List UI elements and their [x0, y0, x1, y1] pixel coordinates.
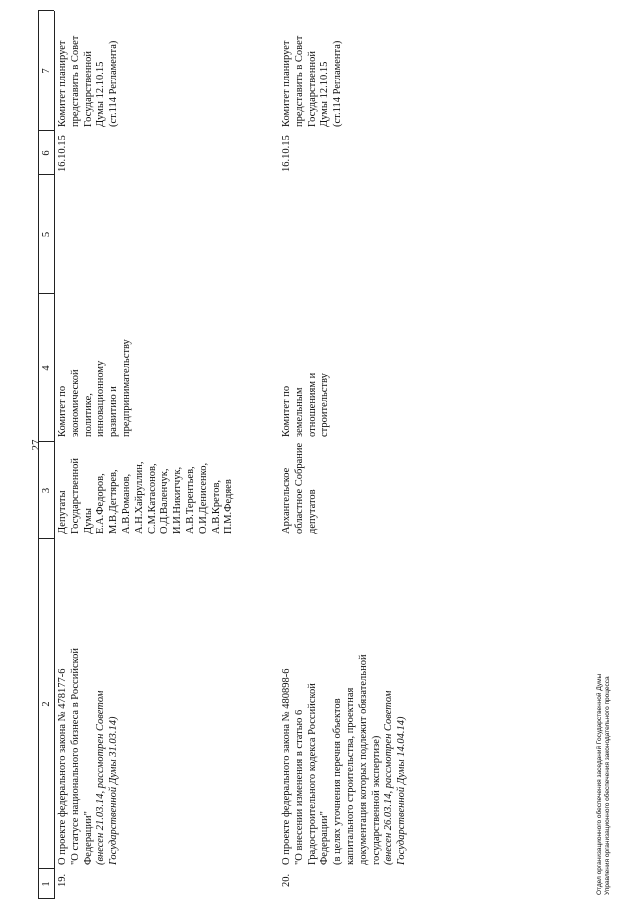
committee-line: экономической: [69, 369, 81, 437]
author-list: [57, 442, 236, 534]
author-line: М.В.Дегтярев,: [108, 469, 120, 534]
status-line: Думы 12.10.15: [319, 61, 331, 127]
author-line: П.М.Федяев: [223, 479, 235, 534]
bill-name: "О статусе национального бизнеса в Российской Федерации": [69, 647, 94, 865]
author-line: И.И.Никитчук,: [172, 466, 184, 534]
status-line: (ст.114 Регламента): [332, 40, 344, 127]
bill-note: (внесен 21.03.14, рассмотрен Советом Государственной Думы 31.03.14): [95, 690, 120, 865]
committee-line: Комитет по: [281, 385, 292, 437]
bill-name: "О внесении изменения в статью 6 Градостроительного кодекса Российской Федерации": [293, 683, 331, 865]
header-cell-2: 2: [38, 539, 55, 869]
committee-line: Комитет по: [57, 385, 68, 437]
committee: [281, 297, 332, 437]
bill-note: (внесен 26.03.14, рассмотрен Советом Государственной Думы 14.04.14): [383, 690, 408, 865]
committee-line: развитию и: [108, 386, 120, 437]
author-line: областное Собрание: [293, 442, 305, 534]
status-note: [281, 11, 345, 127]
author-line: А.В.Кретов,: [210, 479, 222, 534]
header-cell-4: 4: [38, 294, 55, 442]
status-line: Комитет планирует: [57, 40, 68, 127]
committee-line: политике,: [82, 393, 94, 437]
status-line: Государственной: [82, 51, 94, 127]
header-divider: [38, 898, 54, 899]
header-divider: [38, 441, 54, 442]
status-line: представить в Совет: [293, 35, 305, 127]
author-line: О.Д.Валенчук,: [159, 468, 171, 534]
author-line: Государственной: [69, 458, 81, 534]
author-line: А.В.Терентьев,: [184, 466, 196, 534]
header-cell-1: 1: [38, 869, 55, 899]
author-line: А.В.Романов,: [120, 473, 132, 534]
author-line: С.М.Катасонов,: [146, 463, 158, 534]
header-cell-7: 7: [38, 11, 55, 131]
header-divider: [38, 868, 54, 869]
status-note: [57, 11, 121, 127]
author-line: Е.А.Федоров,: [95, 473, 107, 534]
committee-line: инновационному: [95, 360, 107, 437]
row-number: 20.: [281, 873, 292, 887]
author-list: [281, 442, 319, 534]
committee-line: отношениям и: [306, 372, 318, 437]
author-line: Депутаты: [57, 490, 68, 534]
status-line: Комитет планирует: [281, 40, 292, 127]
status-line: Думы 12.10.15: [95, 61, 107, 127]
footer-line: Отдел организационного обеспечения заседаний Государственной Думы: [596, 673, 603, 895]
page-footer: [596, 674, 612, 895]
committee: [57, 297, 134, 437]
bill-title: О проекте федерального закона № 478177-6: [57, 668, 68, 865]
header-divider: [38, 538, 54, 539]
author-line: депутатов: [306, 489, 318, 534]
bill-extra: (в целях уточнения перечня объектов капитального строительства, проектная документация которых подлежит обязательной государственной экспертизе): [332, 654, 382, 865]
header-cell-5: 5: [38, 175, 55, 294]
header-divider: [38, 174, 54, 175]
author-line: О.И.Денисенко,: [197, 462, 209, 534]
date: 16.10.15: [281, 135, 292, 172]
header-divider: [38, 293, 54, 294]
committee-line: земельным: [293, 387, 305, 437]
committee-line: предпринимательству: [120, 339, 132, 437]
status-line: представить в Совет: [69, 35, 81, 127]
footer-line: Управления организационного обеспечения законодательного процесса: [604, 676, 611, 895]
row-number: 19.: [57, 873, 68, 887]
header-divider: [38, 130, 54, 131]
author-line: А.Н.Хайруллин,: [133, 461, 145, 534]
page-number: 27: [30, 439, 42, 451]
status-line: Государственной: [306, 51, 318, 127]
committee-line: строительству: [319, 373, 331, 437]
bill-description: [57, 635, 121, 865]
author-line: Архангельское: [281, 467, 292, 534]
header-divider: [38, 10, 54, 11]
bill-title: О проекте федерального закона № 480898-6: [281, 668, 292, 865]
author-line: Думы: [82, 508, 94, 534]
date: 16.10.15: [57, 135, 68, 172]
status-line: (ст.114 Регламента): [108, 40, 120, 127]
bill-description: [281, 643, 409, 865]
header-cell-3: 3: [38, 442, 55, 539]
header-cell-6: 6: [38, 131, 55, 175]
